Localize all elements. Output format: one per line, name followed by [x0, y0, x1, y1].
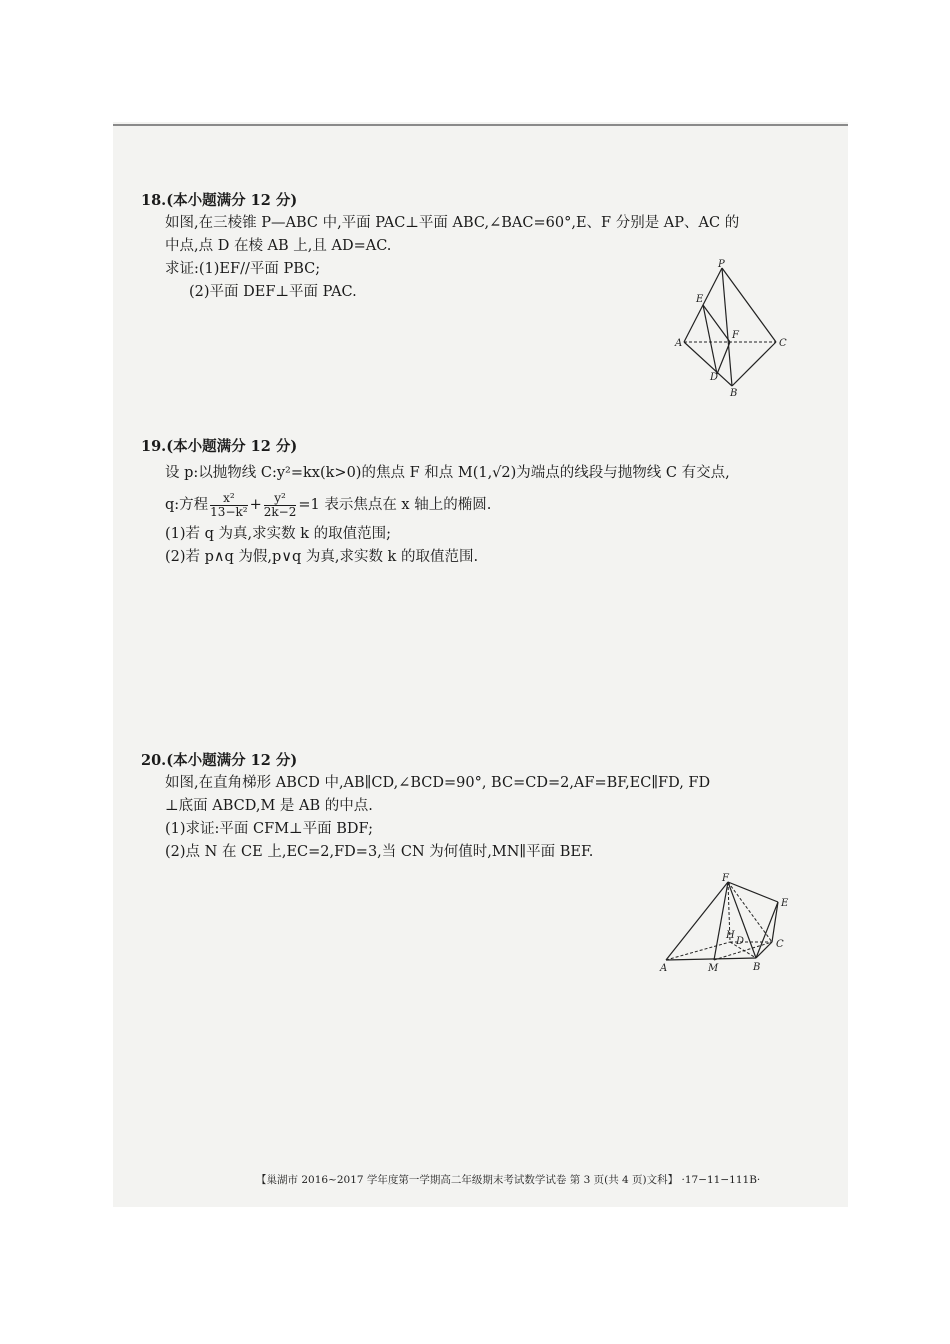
q19-equation-prefix: q:方程 — [165, 497, 209, 513]
question-19-line-2 — [141, 491, 730, 519]
label-D: D — [736, 936, 745, 947]
label-P: P — [718, 259, 725, 270]
label-H: H — [726, 930, 735, 941]
label-A: A — [675, 338, 683, 349]
label-B: B — [753, 962, 761, 973]
fraction-y-numerator: y² — [264, 492, 297, 506]
label-B: B — [730, 388, 738, 398]
question-18-line-3: 求证:(1)EF//平面 PBC; — [165, 261, 321, 277]
label-C: C — [776, 939, 784, 950]
question-18-line-4: (2)平面 DEF⊥平面 PAC. — [189, 284, 357, 300]
plus-sign: + — [249, 497, 262, 513]
fraction-x-denominator: 13−k² — [210, 504, 248, 519]
q19-equation-suffix: =1 表示焦点在 x 轴上的椭圆. — [298, 497, 492, 513]
label-D: D — [710, 372, 719, 383]
question-19-line-4: (2)若 p∧q 为假,p∨q 为真,求实数 k 的取值范围. — [165, 549, 479, 565]
question-20-line-3: (1)求证:平面 CFM⊥平面 BDF; — [165, 821, 373, 837]
label-E: E — [696, 294, 704, 305]
label-E: E — [781, 898, 789, 909]
question-18-line-1: 如图,在三棱锥 P—ABC 中,平面 PAC⊥平面 ABC,∠BAC=60°,E、F 分别是 AP、AC 的 — [165, 215, 740, 231]
question-20-title: 20.(本小题满分 12 分) — [141, 752, 298, 769]
question-19-line-3: (1)若 q 为真,求实数 k 的取值范围; — [165, 526, 392, 542]
pyramid-figure — [672, 258, 792, 398]
label-A: A — [660, 963, 668, 974]
question-19-line-1: 设 p:以抛物线 C:y²=kx(k>0)的焦点 F 和点 M(1,√2)为端点的线段与抛物线 C 有交点, — [165, 465, 730, 481]
label-F: F — [732, 330, 739, 341]
label-F: F — [722, 873, 729, 884]
page-footer: 【巢湖市 2016~2017 学年度第一学期高二年级期末考试数学试卷 第 3 页(共 4 页)文科】 ·17−11−111B· — [256, 1174, 761, 1186]
label-M: M — [708, 963, 719, 974]
question-18-line-2: 中点,点 D 在棱 AB 上,且 AD=AC. — [165, 238, 392, 254]
fraction-y-denominator: 2k−2 — [263, 504, 297, 519]
question-20 — [141, 749, 710, 864]
trapezoid-solid-figure — [656, 872, 796, 976]
question-19 — [141, 435, 730, 569]
fraction-x — [210, 492, 247, 519]
label-C: C — [779, 338, 787, 349]
fraction-x-numerator: x² — [210, 492, 247, 506]
question-18 — [141, 189, 739, 304]
question-20-line-1: 如图,在直角梯形 ABCD 中,AB∥CD,∠BCD=90°, BC=CD=2,AF=BF,EC∥FD, FD — [165, 775, 711, 791]
question-19-title: 19.(本小题满分 12 分) — [141, 438, 298, 455]
question-20-line-2: ⊥底面 ABCD,M 是 AB 的中点. — [165, 798, 373, 814]
page-top-rule — [113, 124, 848, 126]
fraction-y — [264, 492, 297, 519]
question-18-title: 18.(本小题满分 12 分) — [141, 192, 298, 209]
question-20-line-4: (2)点 N 在 CE 上,EC=2,FD=3,当 CN 为何值时,MN∥平面 BEF. — [165, 844, 594, 860]
